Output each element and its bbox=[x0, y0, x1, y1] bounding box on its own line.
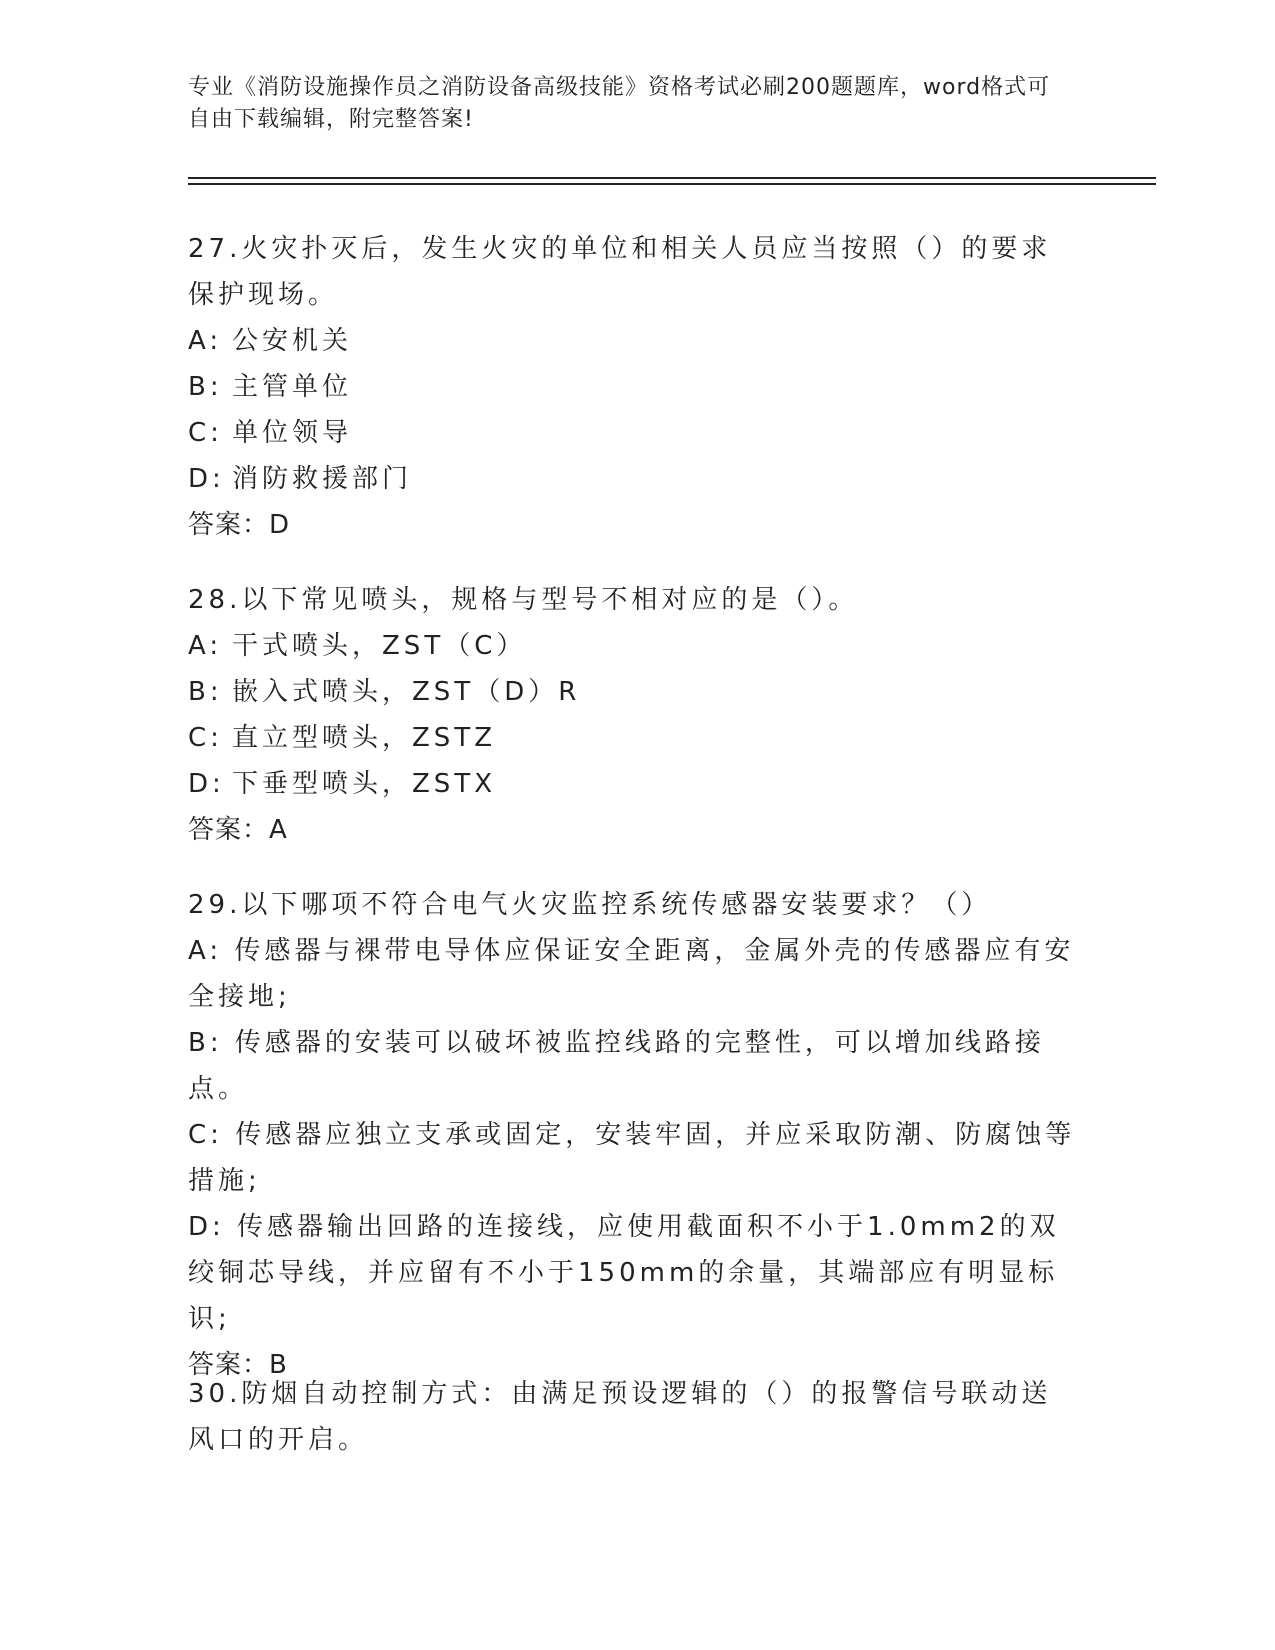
option-key: D: bbox=[188, 1212, 225, 1242]
answer: 答案：D bbox=[188, 510, 291, 540]
question-28 bbox=[188, 577, 1078, 853]
option-key: B: bbox=[188, 1028, 223, 1058]
option-key: C: bbox=[188, 418, 223, 448]
option-d bbox=[188, 456, 1078, 502]
option-text: 单位领导 bbox=[232, 418, 353, 448]
option-key: A: bbox=[188, 326, 223, 356]
option-b bbox=[188, 364, 1078, 410]
question-29 bbox=[188, 882, 1078, 1388]
option-d bbox=[188, 761, 1078, 807]
option-c bbox=[188, 715, 1078, 761]
answer: 答案：A bbox=[188, 815, 288, 845]
option-text: 直立型喷头，ZSTZ bbox=[232, 723, 497, 753]
option-key: D: bbox=[188, 769, 225, 799]
option-c bbox=[188, 410, 1078, 456]
option-text: 传感器应独立支承或固定，安装牢固，并应采取防潮、防腐蚀等措施; bbox=[188, 1120, 1076, 1196]
option-d bbox=[188, 1204, 1078, 1342]
option-a bbox=[188, 318, 1078, 364]
option-key: A: bbox=[188, 936, 223, 966]
option-text: 传感器的安装可以破坏被监控线路的完整性，可以增加线路接点。 bbox=[188, 1028, 1045, 1104]
option-key: D: bbox=[188, 464, 225, 494]
option-key: B: bbox=[188, 677, 223, 707]
option-text: 消防救援部门 bbox=[232, 464, 413, 494]
question-27 bbox=[188, 226, 1078, 548]
question-30 bbox=[188, 1371, 1078, 1463]
option-text: 主管单位 bbox=[232, 372, 353, 402]
option-key: C: bbox=[188, 723, 223, 753]
question-stem: 29.以下哪项不符合电气火灾监控系统传感器安装要求？（） bbox=[188, 890, 992, 920]
option-text: 公安机关 bbox=[232, 326, 353, 356]
option-key: C: bbox=[188, 1120, 223, 1150]
question-stem: 30.防烟自动控制方式：由满足预设逻辑的（）的报警信号联动送风口的开启。 bbox=[188, 1379, 1052, 1455]
option-text: 传感器与裸带电导体应保证安全距离，金属外壳的传感器应有安全接地; bbox=[188, 936, 1075, 1012]
option-b bbox=[188, 1020, 1078, 1112]
option-key: B: bbox=[188, 372, 223, 402]
option-text: 传感器输出回路的连接线，应使用截面积不小于1.0mm2的双绞铜芯导线，并应留有不小于150mm的余量，其端部应有明显标识; bbox=[188, 1212, 1060, 1334]
option-text: 嵌入式喷头，ZST（D）R bbox=[232, 677, 581, 707]
option-c bbox=[188, 1112, 1078, 1204]
answer: 答案：B bbox=[188, 1350, 288, 1380]
document-header: 专业《消防设施操作员之消防设备高级技能》资格考试必刷200题题库，word格式可自由下载编辑，附完整答案! bbox=[188, 75, 1051, 132]
question-stem: 28.以下常见喷头，规格与型号不相对应的是（）。 bbox=[188, 585, 859, 615]
option-a bbox=[188, 928, 1078, 1020]
question-stem: 27.火灾扑灭后，发生火灾的单位和相关人员应当按照（）的要求保护现场。 bbox=[188, 234, 1052, 310]
option-a bbox=[188, 623, 1078, 669]
option-key: A: bbox=[188, 631, 223, 661]
header-divider-top bbox=[188, 177, 1156, 179]
option-b bbox=[188, 669, 1078, 715]
header-divider-bottom bbox=[188, 183, 1156, 185]
option-text: 干式喷头，ZST（C） bbox=[232, 631, 527, 661]
option-text: 下垂型喷头，ZSTX bbox=[232, 769, 497, 799]
